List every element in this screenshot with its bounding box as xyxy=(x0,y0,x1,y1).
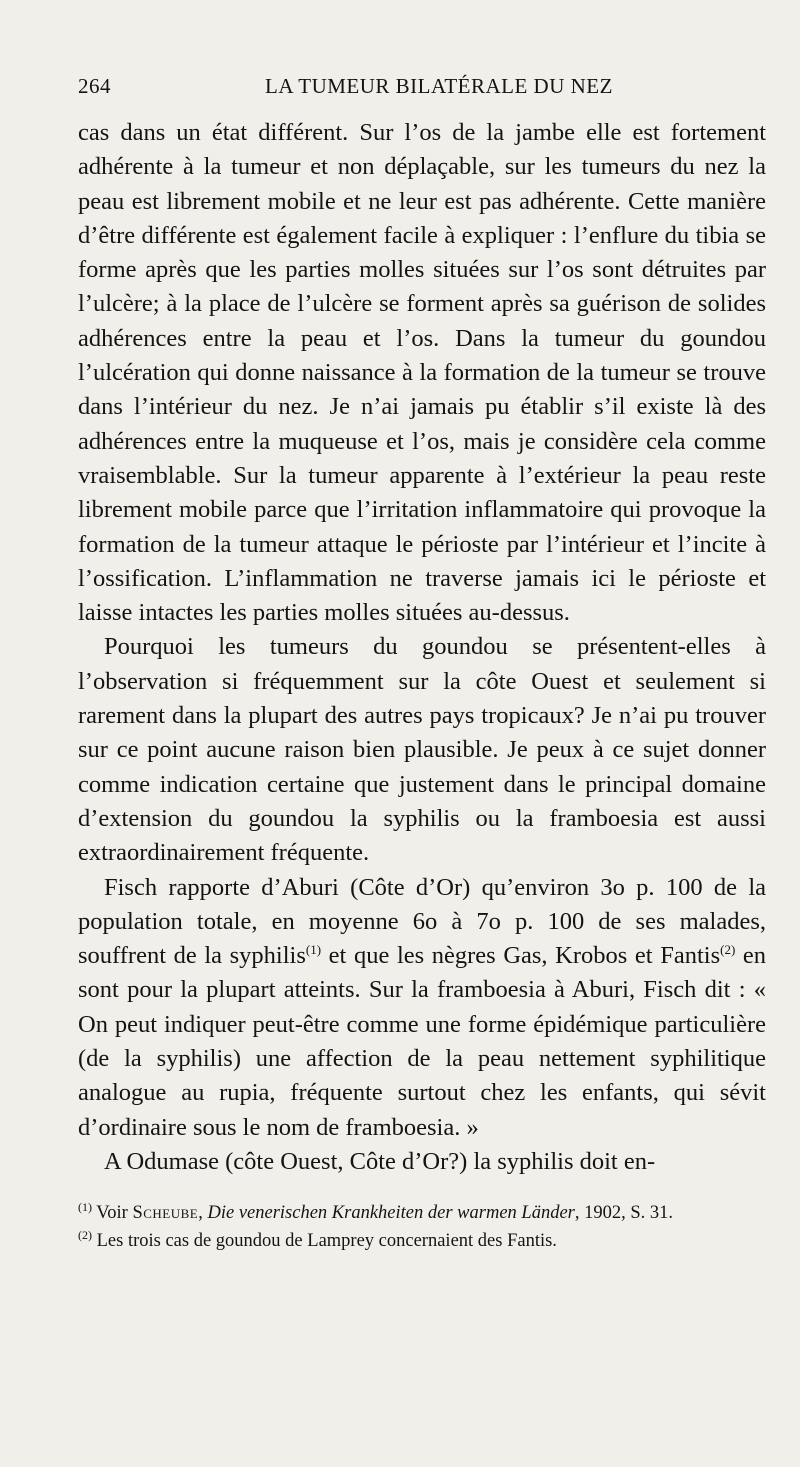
footnote-1-pre: Voir xyxy=(92,1203,133,1224)
footnote-1-author: Scheube xyxy=(132,1203,199,1224)
footnote-1-mark: (1) xyxy=(78,1200,92,1215)
book-page xyxy=(78,70,766,1255)
paragraph-3 xyxy=(78,871,766,1145)
footnote-ref-1[interactable]: (1) xyxy=(305,942,322,958)
paragraph-3-part-c: en sont pour la plupart atteints. Sur la framboesia à Aburi, Fisch dit : « On peut indiquer peut-être comme une forme épidémique particulière (de la syphilis) une affection de la peau nettement syphilitique analogue au rupia, fréquente surtout chez les enfants, qui sévit d’ordinaire sous le nom de framboesia. » xyxy=(78,942,767,1141)
footnote-1-sep: , xyxy=(198,1203,208,1224)
body-text xyxy=(78,116,766,1179)
footnote-1-title: Die venerischen Krankheiten der warmen Länder xyxy=(207,1203,575,1224)
paragraph-3-part-a: Fisch rapporte d’Aburi (Côte d’Or) qu’environ 3o p. 100 de la population totale, en moyenne 6o à 7o p. 100 de ses malades, souffrent de la syphilis xyxy=(78,873,766,970)
paragraph-2: Pourquoi les tumeurs du goundou se présentent-elles à l’observation si fréquemment sur la côte Ouest et seulement si rarement dans la plupart des autres pays tropicaux? Je n’ai pu trouver sur ce point aucune raison bien plausible. Je peux à ce sujet donner comme indication certaine que justement dans le principal domaine d’extension du goundou la syphilis ou la framboesia est aussi extraordinairement fréquente. xyxy=(78,633,766,867)
running-head xyxy=(78,70,766,110)
footnote-ref-2[interactable]: (2) xyxy=(720,942,736,958)
footnote-2-mark: (2) xyxy=(78,1228,92,1243)
running-title: LA TUMEUR BILATÉRALE DU NEZ xyxy=(265,74,613,98)
paragraph-3-part-b: et que les nègres Gas, Krobos et Fantis xyxy=(321,942,721,970)
paragraph-4: A Odumase (côte Ouest, Côte d’Or?) la syphilis doit en- xyxy=(104,1147,656,1175)
paragraph-1: cas dans un état différent. Sur l’os de la jambe elle est fortement adhérente à la tumeur et non déplaçable, sur les tumeurs du nez la peau est librement mobile et ne leur est pas adhérente. Cette manière d’être différente est également facile à expliquer : l’enflure du tibia se forme après que les parties molles situées sur l’os sont détruites par l’ulcère; à la place de l’ulcère se forment après sa guérison de solides adhérences entre la peau et l’os. Dans la tumeur du goundou l’ulcération qui donne naissance à la formation de la tumeur se trouve dans l’intérieur du nez. Je n’ai jamais pu établir s’il existe là des adhérences entre la muqueuse et l’os, mais je considère cela comme vraisemblable. Sur la tumeur apparente à l’extérieur la peau reste librement mobile parce que l’irritation inflammatoire qui provoque la formation de la tumeur attaque le périoste par l’intérieur et l’incite à l’ossification. L’inflammation ne traverse jamais ici le périoste et laisse intactes les parties molles situées au-dessus. xyxy=(78,119,766,627)
footnote-1-post: , 1902, S. 31. xyxy=(574,1203,674,1224)
footnote-2 xyxy=(78,1227,766,1255)
footnotes xyxy=(78,1199,766,1255)
footnote-1 xyxy=(78,1199,766,1227)
page-number: 264 xyxy=(78,74,111,98)
footnote-2-text: Les trois cas de goundou de Lamprey concernaient des Fantis. xyxy=(92,1231,557,1252)
